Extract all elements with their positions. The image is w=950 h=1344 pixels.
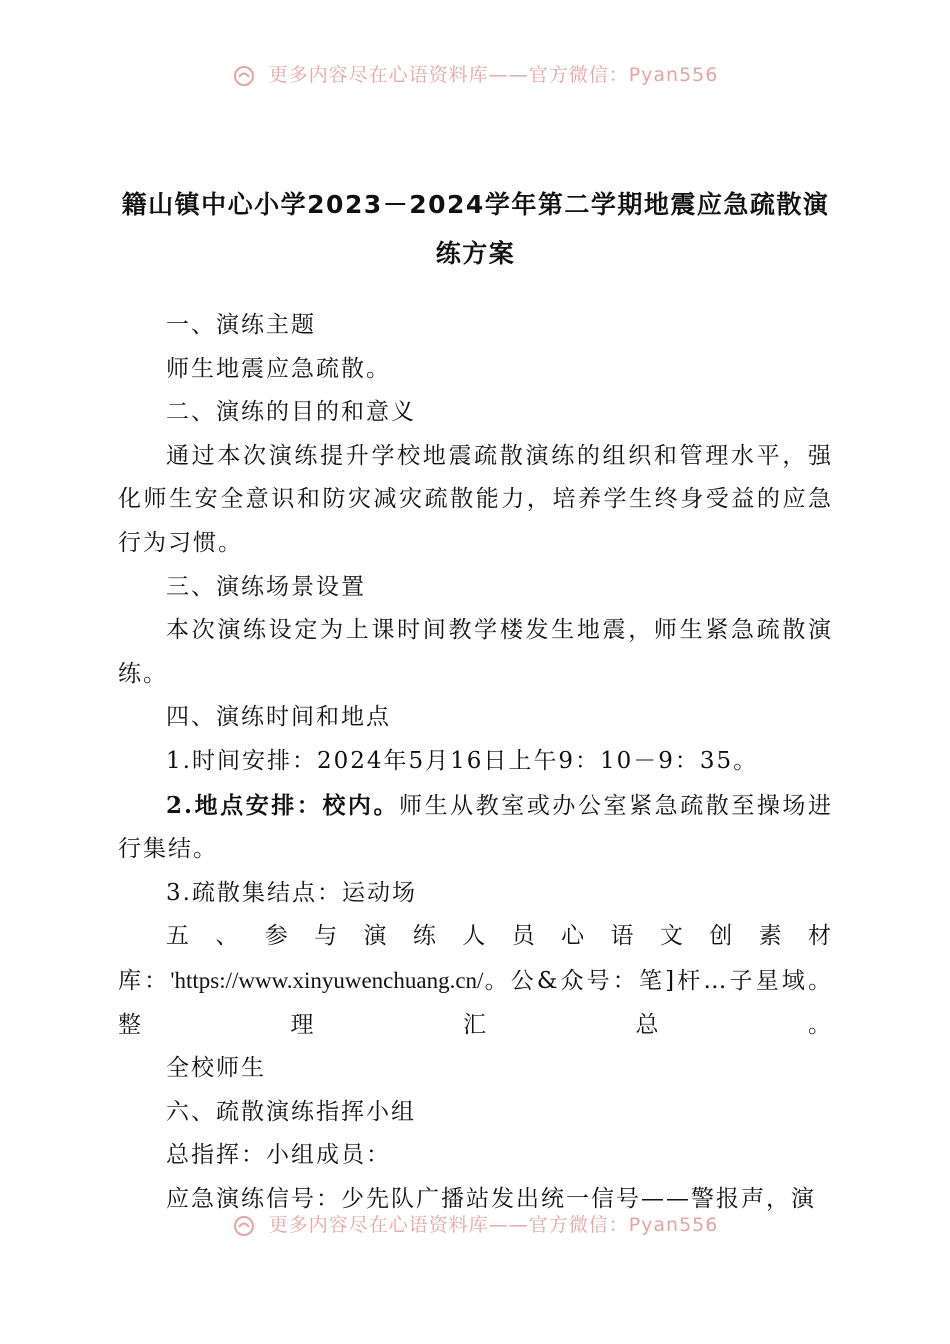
header-watermark <box>0 60 950 88</box>
watermark-logo-icon <box>232 64 256 88</box>
footer-watermark <box>0 1210 950 1238</box>
paragraph-purpose: 通过本次演练提升学校地震疏散演练的组织和管理水平，强化师生安全意识和防灾减灾疏散能力，培养学生终身受益的应急行为习惯。 <box>118 442 833 556</box>
paragraph-scenario: 本次演练设定为上课时间教学楼发生地震，师生紧急疏散演练。 <box>118 617 833 687</box>
heading-1: 一、演练主题 <box>166 312 316 338</box>
paragraph-assembly: 3.疏散集结点：运动场 <box>166 879 417 906</box>
watermark-text: 更多内容尽在心语资料库——官方微信：Pyan556 <box>268 1214 719 1236</box>
document-title: 籍山镇中心小学2023－2024学年第二学期地震应急疏散演练方案 <box>121 190 830 268</box>
heading-5 <box>118 915 833 1047</box>
paragraph-participants: 全校师生 <box>166 1055 266 1082</box>
heading-6: 六、疏散演练指挥小组 <box>166 1098 416 1125</box>
library-link[interactable]: 'https://www.xinyuwenchuang.cn/ <box>170 967 484 993</box>
heading-4: 四、演练时间和地点 <box>166 704 391 731</box>
location-label: 2.地点安排：校内。 <box>166 791 400 819</box>
location-detail: 师生从教室或办公室紧急疏散至操场进行集结。 <box>118 792 833 863</box>
paragraph-signal: 应急演练信号：少先队广播站发出统一信号——警报声，演 <box>166 1185 816 1212</box>
heading-3: 三、演练场景设置 <box>166 573 366 600</box>
watermark-logo-icon <box>232 1214 256 1238</box>
paragraph-theme: 师生地震应急疏散。 <box>166 355 391 382</box>
watermark-text: 更多内容尽在心语资料库——官方微信：Pyan556 <box>268 64 719 86</box>
paragraph-commander: 总指挥：小组成员： <box>166 1142 391 1169</box>
heading-5-suffix: 。公&众号：笔]杆…子星域。整理汇总。 <box>118 967 834 1038</box>
document-body <box>118 304 833 1221</box>
paragraph-location <box>118 784 833 872</box>
heading-2: 二、演练的目的和意义 <box>166 399 416 426</box>
paragraph-time: 1.时间安排：2024年5月16日上午9：10－9：35。 <box>166 747 759 774</box>
heading-5-prefix: 五、参与演练人员心语文创素材库： <box>118 923 833 994</box>
